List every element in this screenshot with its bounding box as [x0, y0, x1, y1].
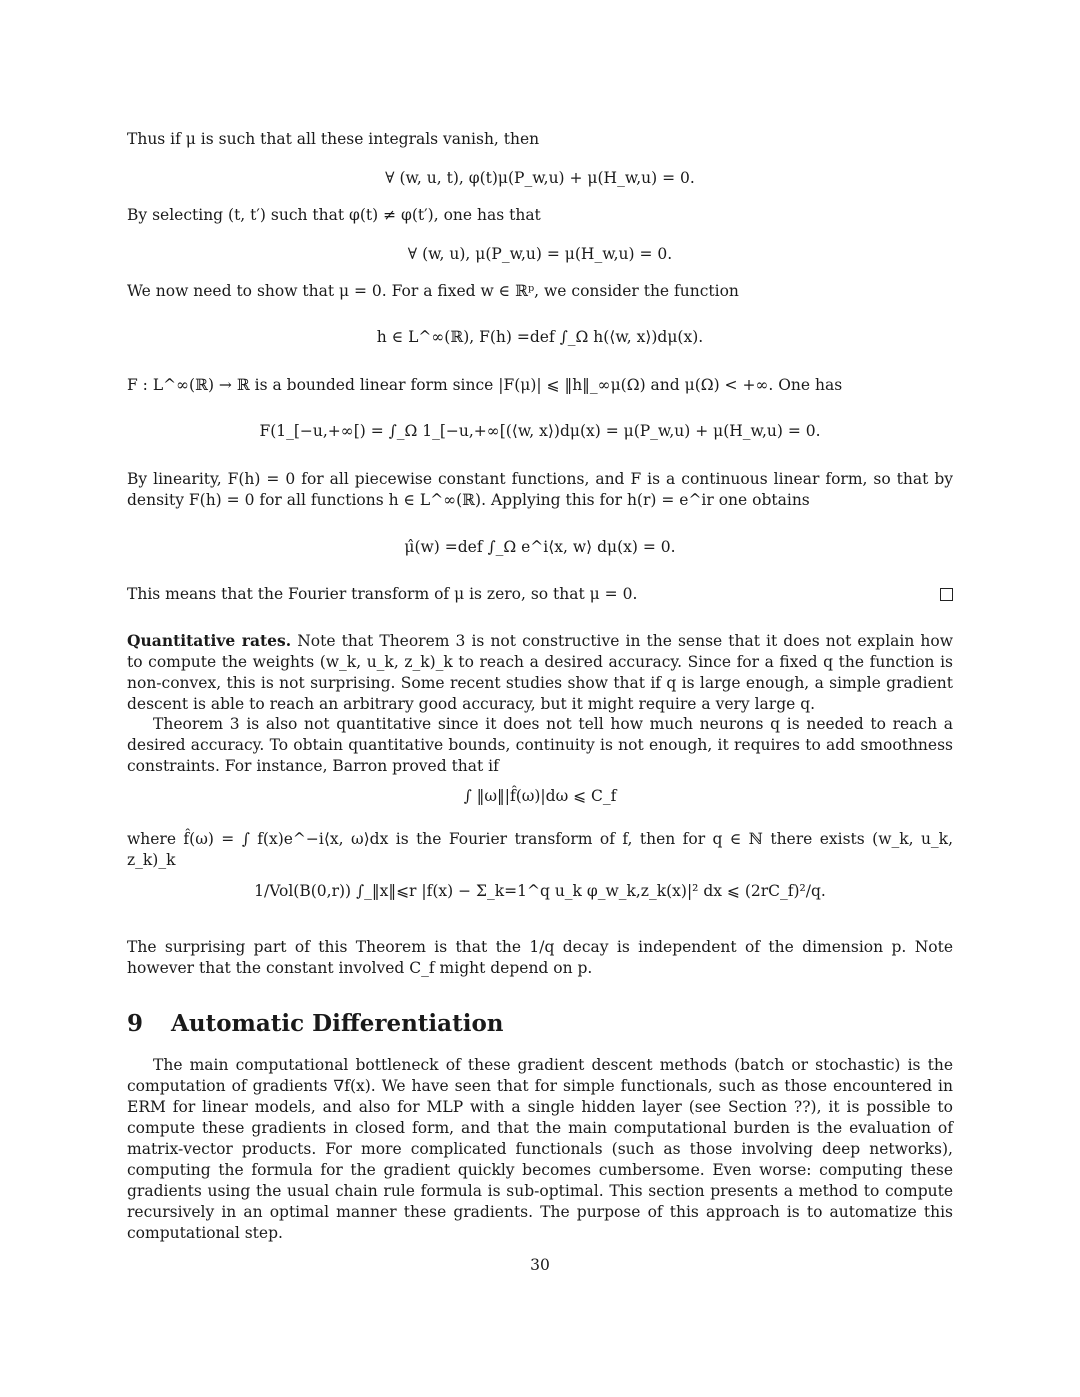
- section-number: 9: [127, 1010, 144, 1037]
- paragraph-quantitative-rates: [127, 630, 953, 715]
- paragraph-linearity: By linearity, F(h) = 0 for all piecewise constant functions, and F is a continuous linear form, so that by density F(h) = 0 for all functions h ∈ L^∞(ℝ). Applying this for h(r) = e^ir one obtains: [127, 470, 953, 509]
- page-number: 30: [530, 1256, 550, 1274]
- equation-barron-bound: 1/Vol(B(0,r)) ∫_‖x‖⩽r |f(x) − Σ_k=1^q u_k φ_w_k,z_k(x)|² dx ⩽ (2rC_f)²/q.: [254, 882, 826, 900]
- section-heading: [127, 1010, 504, 1038]
- equation-F-definition: h ∈ L^∞(ℝ), F(h) =def ∫_Ω h(⟨w, x⟩)dμ(x).: [376, 328, 704, 346]
- paragraph-integrals-vanish: Thus if μ is such that all these integrals vanish, then: [127, 130, 540, 148]
- paragraph-automatic-differentiation: The main computational bottleneck of these gradient descent methods (batch or stochastic) is the computation of gradients ∇f(x). We have seen that for simple functionals, such as those encountered in ERM for linear models, and also for MLP with a single hidden layer (see Section ??), it is possible to compute these gradients in closed form, and that the main computational burden is the evaluation of matrix-vector products. For more complicated functionals (such as those involving deep networks), computing the formula for the gradient quickly becomes cumbersome. Even worse: computing these gradients using the usual chain rule formula is sub-optimal. This section presents a method to compute recursively in an optimal manner these gradients. The purpose of this approach is to automatize this computational step.: [127, 1056, 953, 1242]
- paragraph-bounded-linear-form: F : L^∞(ℝ) → ℝ is a bounded linear form since |F(μ)| ⩽ ‖h‖_∞μ(Ω) and μ(Ω) < +∞. One has: [127, 376, 843, 394]
- equation-fourier-mu: μ̂(w) =def ∫_Ω e^i⟨x, w⟩ dμ(x) = 0.: [404, 538, 676, 556]
- paragraph-body: Note that Theorem 3 is not constructive in the sense that it does not explain how to compute the weights (w_k, u_k, z_k)_k to reach a desired accuracy. Since for a fixed q the function is non-convex, this is not surprising. Some recent studies show that if q is large enough, a simple gradient descent is able to reach an arbitrary good accuracy, but it might require a very large q.: [127, 632, 953, 713]
- paragraph-fourier-zero: This means that the Fourier transform of μ is zero, so that μ = 0.: [127, 585, 638, 603]
- paragraph-theorem-not-quantitative: Theorem 3 is also not quantitative since it does not tell how much neurons q is needed to reach a desired accuracy. To obtain quantitative bounds, continuity is not enough, it requires to add smoothness constraints. For instance, Barron proved that if: [127, 715, 953, 775]
- paragraph-selecting: By selecting (t, t′) such that φ(t) ≠ φ(t′), one has that: [127, 206, 541, 224]
- equation-vanish: ∀ (w, u, t), φ(t)μ(P_w,u) + μ(H_w,u) = 0.: [385, 169, 695, 187]
- qed-box: [940, 588, 953, 601]
- section-title: Automatic Differentiation: [171, 1010, 504, 1037]
- paragraph-show-mu-zero: We now need to show that μ = 0. For a fixed w ∈ ℝᵖ, we consider the function: [127, 282, 739, 300]
- equation-barron-condition: ∫ ‖ω‖|f̂(ω)|dω ⩽ C_f: [463, 787, 617, 805]
- paragraph-fourier-transform-f: where f̂(ω) = ∫ f(x)e^−i⟨x, ω⟩dx is the Fourier transform of f, then for q ∈ ℕ there exists (w_k, u_k, z_k)_k: [127, 830, 953, 869]
- page: [127, 0, 953, 1397]
- paragraph-surprising-part: The surprising part of this Theorem is that the 1/q decay is independent of the dimension p. Note however that the constant involved C_f might depend on p.: [127, 938, 953, 977]
- paragraph-heading: Quantitative rates.: [127, 631, 292, 650]
- equation-F-indicator: F(1_[−u,+∞[) = ∫_Ω 1_[−u,+∞[(⟨w, x⟩)dμ(x) = μ(P_w,u) + μ(H_w,u) = 0.: [259, 422, 821, 440]
- equation-mu-zero: ∀ (w, u), μ(P_w,u) = μ(H_w,u) = 0.: [407, 245, 673, 263]
